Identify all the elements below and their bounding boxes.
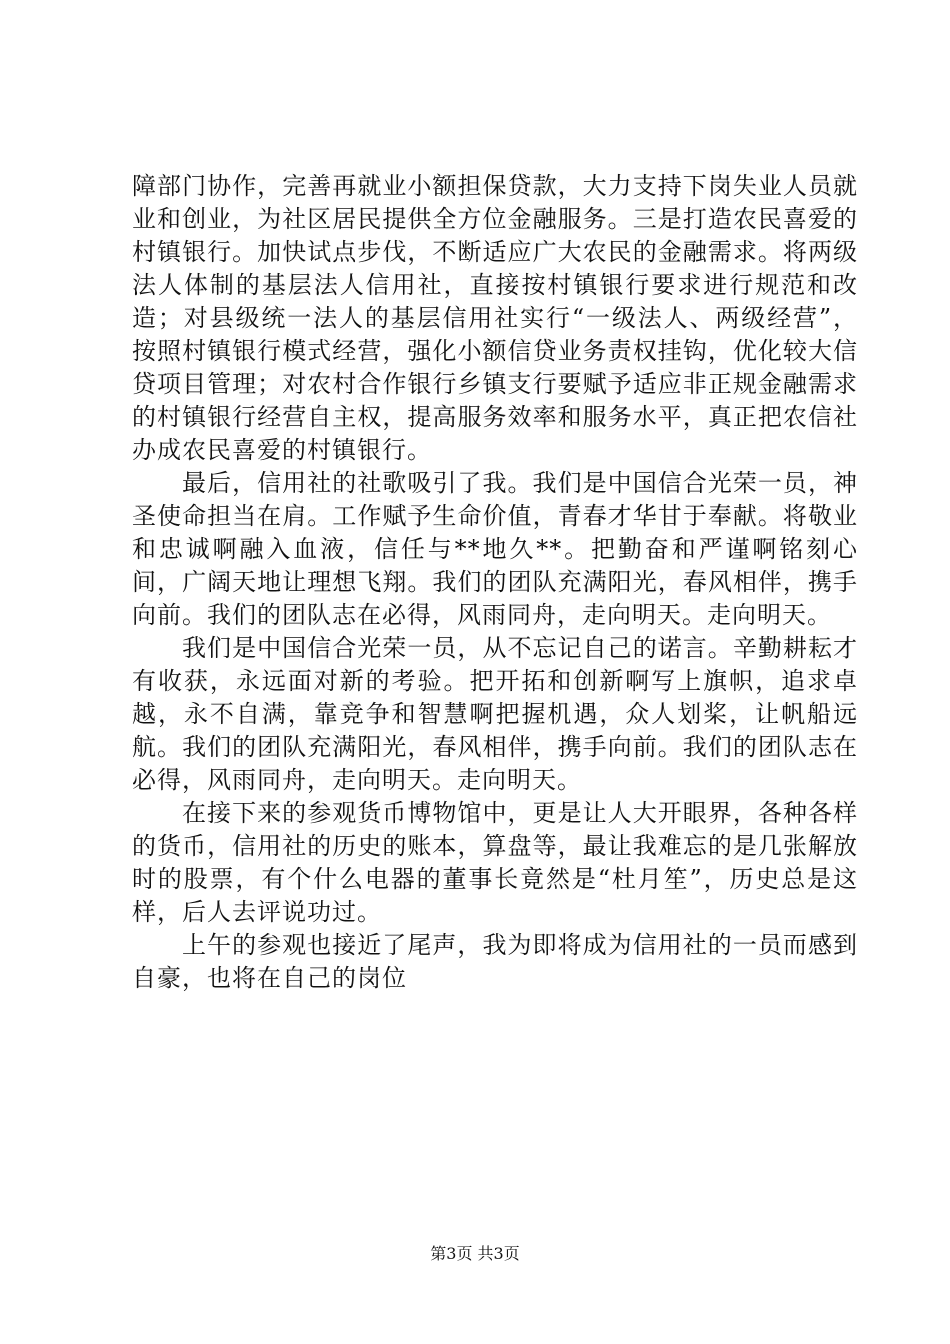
document-body	[132, 170, 858, 995]
paragraph-song-part-two: 我们是中国信合光荣一员，从不忘记自己的诺言。辛勤耕耘才有收获，永远面对新的考验。把开拓和创新啊写上旗帜，追求卓越，永不自满，靠竞争和智慧啊把握机遇，众人划桨，让帆船远航。我们的团队充满阳光，春风相伴，携手向前。我们的团队志在必得，风雨同舟，走向明天。走向明天。	[132, 634, 858, 794]
paragraph-closing: 上午的参观也接近了尾声，我为即将成为信用社的一员而感到自豪，也将在自己的岗位	[132, 931, 858, 992]
page-footer: 第3页 共3页	[430, 1244, 520, 1263]
paragraph-museum-visit: 在接下来的参观货币博物馆中，更是让人大开眼界，各种各样的货币，信用社的历史的账本，算盘等，最让我难忘的是几张解放时的股票，有个什么电器的董事长竟然是“杜月笙”，历史总是这样，后人去评说功过。	[132, 799, 858, 926]
paragraph-song-part-one: 最后，信用社的社歌吸引了我。我们是中国信合光荣一员，神圣使命担当在肩。工作赋予生命价值，青春才华甘于奉献。将敬业和忠诚啊融入血液，信任与**地久**。把勤奋和严谨啊铭刻心间，广阔天地让理想飞翔。我们的团队充满阳光，春风相伴，携手向前。我们的团队志在必得，风雨同舟，走向明天。走向明天。	[132, 469, 858, 629]
paragraph-continued: 障部门协作，完善再就业小额担保贷款，大力支持下岗失业人员就业和创业，为社区居民提供全方位金融服务。三是打造农民喜爱的村镇银行。加快试点步伐，不断适应广大农民的金融需求。将两级法人体制的基层法人信用社，直接按村镇银行要求进行规范和改造；对县级统一法人的基层信用社实行“一级法人、两级经营”，按照村镇银行模式经营，强化小额信贷业务责权挂钩，优化较大信贷项目管理；对农村合作银行乡镇支行要赋予适应非正规金融需求的村镇银行经营自主权，提高服务效率和服务水平，真正把农信社办成农民喜爱的村镇银行。	[132, 172, 858, 464]
